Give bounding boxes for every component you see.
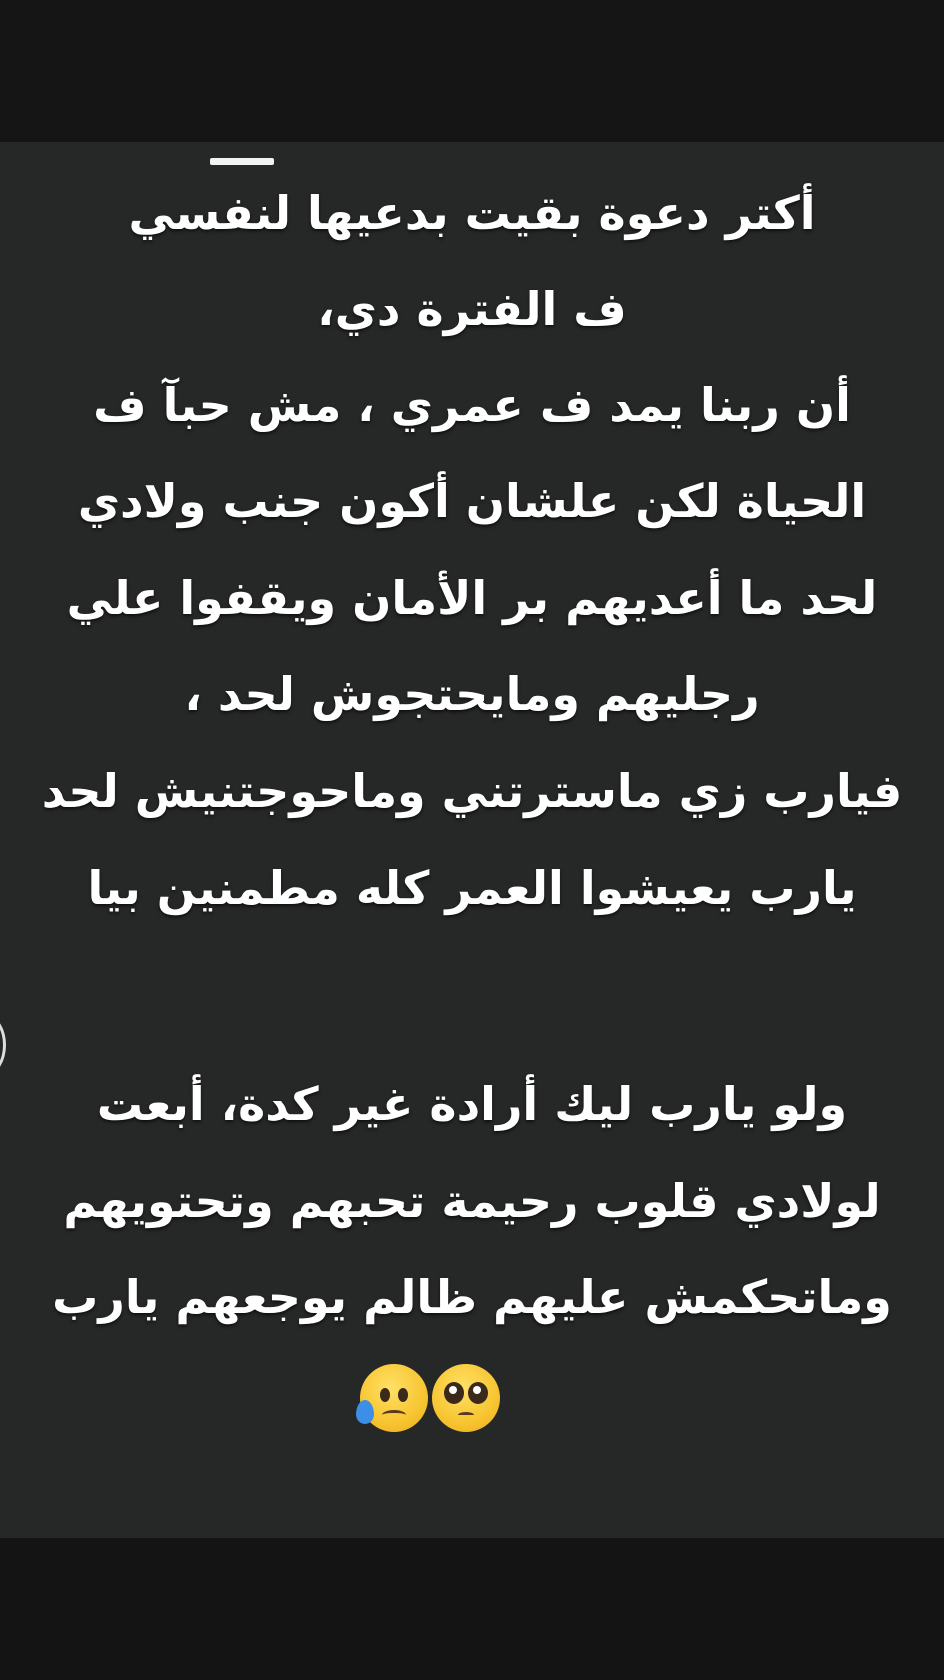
post-line-6: رجليهم ومايحتجوش لحد ، <box>184 667 760 721</box>
drag-handle <box>210 158 274 165</box>
post-line-7: فيارب زي ماسترتني وماحوجتنيش لحد <box>41 764 903 818</box>
post-line-9: ولو يارب ليك أرادة غير كدة، أبعت <box>96 1077 848 1131</box>
post-line-4: الحياة لكن علشان أكون جنب ولادي <box>77 474 867 528</box>
post-line-5: لحد ما أعديهم بر الأمان ويقفوا علي <box>66 571 878 625</box>
sad-sweat-face-icon <box>360 1364 428 1432</box>
post-line-10: لولادي قلوب رحيمة تحبهم وتحتويهم <box>63 1174 881 1228</box>
post-line-1: أكتر دعوة بقيت بدعيها لنفسي <box>128 186 816 240</box>
post-line-8: يارب يعيشوا العمر كله مطمنين بيا <box>87 861 857 915</box>
pleading-face-icon <box>432 1364 500 1432</box>
post-line-2: ف الفترة دي، <box>317 282 627 336</box>
post-line-3: أن ربنا يمد ف عمري ، مش حبآ ف <box>93 378 851 432</box>
emoji-row <box>360 1364 510 1436</box>
top-black-bar <box>0 0 944 142</box>
post-line-11: وماتحكمش عليهم ظالم يوجعهم يارب <box>52 1270 892 1324</box>
bottom-black-bar <box>0 1538 944 1680</box>
